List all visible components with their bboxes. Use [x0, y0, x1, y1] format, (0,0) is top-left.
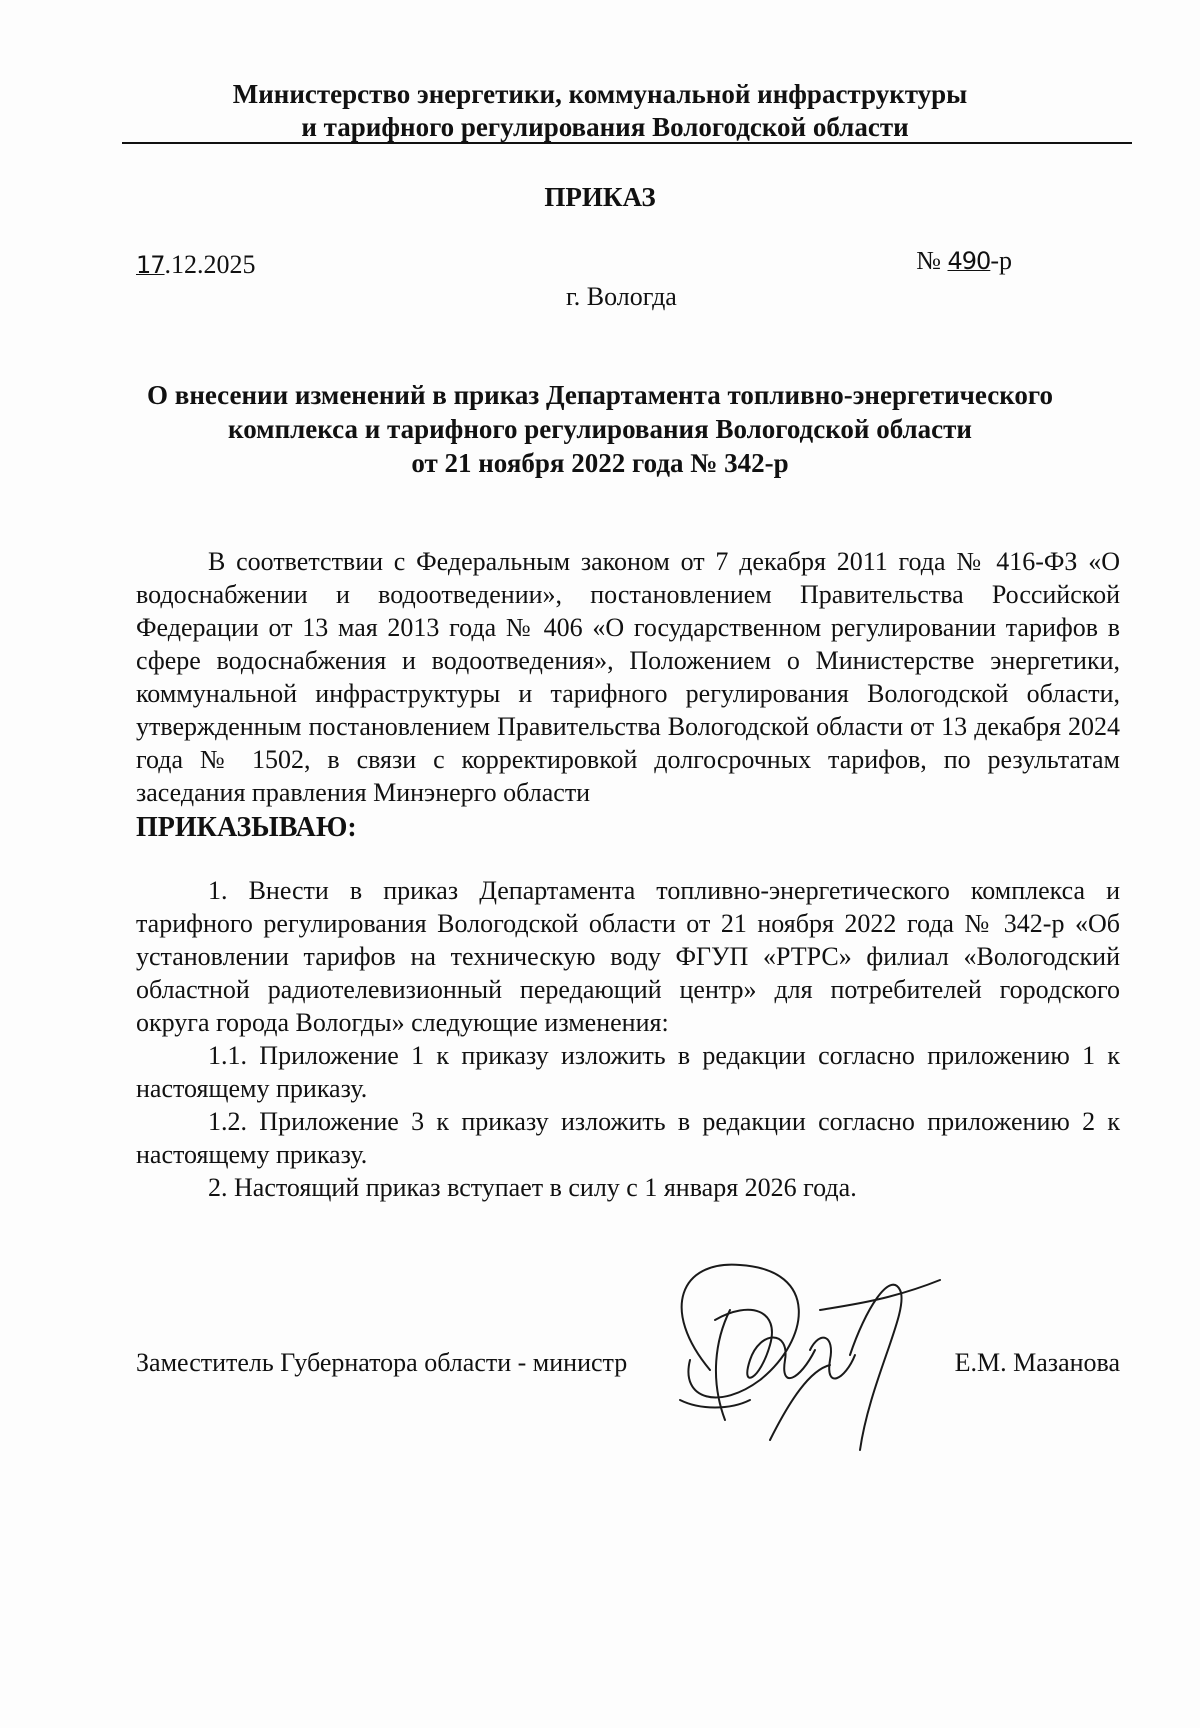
- order-word: ПРИКАЗЫВАЮ:: [136, 812, 357, 843]
- handwritten-day: 17: [136, 251, 165, 279]
- item-1-1: 1.1. Приложение 1 к приказу изложить в редакции согласно приложению 1 к настоящему приказу.: [136, 1041, 1120, 1103]
- handwritten-signature: [620, 1250, 990, 1500]
- date-rest: .12.2025: [164, 250, 256, 279]
- city-name: г. Вологда: [566, 282, 677, 311]
- order-date: [136, 250, 256, 280]
- document-type-title: ПРИКАЗ: [544, 182, 656, 212]
- subject-line1: О внесении изменений в приказ Департамента топливно-энергетического: [146, 380, 1053, 410]
- header-divider: [122, 142, 1132, 144]
- preamble-paragraph: В соответствии с Федеральным законом от 7 декабря 2011 года № 416-ФЗ «О водоснабжении и водоотведении», постановлением Правительства Российской Федерации от 13 мая 2013 года № 406 «О государственном регулировании тарифов в сфере водоснабжения и водоотведения», Положением о Министерстве энергетики, коммунальной инфраструктуры и тарифного регулирования Вологодской области, утвержденным постановлением Правительства Вологодской области от 13 декабря 2024 года № 1502, в связи с корректировкой долгосрочных тарифов, по результатам заседания правления Минэнерго области: [136, 547, 1120, 807]
- ministry-header-line2: и тарифного регулирования Вологодской области: [301, 112, 909, 142]
- number-prefix: №: [916, 246, 948, 275]
- signatory-position: Заместитель Губернатора области - министр: [136, 1348, 628, 1377]
- item-1: 1. Внести в приказ Департамента топливно-энергетического комплекса и тарифного регулирования Вологодской области от 21 ноября 2022 года № 342-р «Об установлении тарифов на техническую воду ФГУП «РТРС» филиал «Вологодский областной радиотелевизионный передающий центр» для потребителей городского округа города Вологды» следующие изменения:: [136, 876, 1120, 1037]
- signatory-name: Е.М. Мазанова: [954, 1348, 1120, 1377]
- number-suffix: -р: [990, 246, 1012, 275]
- order-number: [916, 246, 1012, 276]
- ministry-header-line1: Министерство энергетики, коммунальной инфраструктуры: [232, 79, 968, 109]
- item-1-2: 1.2. Приложение 3 к приказу изложить в редакции согласно приложению 2 к настоящему приказу.: [136, 1107, 1120, 1169]
- ministry-header: [0, 78, 1200, 144]
- subject-line2: комплекса и тарифного регулирования Вологодской области: [228, 414, 972, 444]
- order-subject: [0, 378, 1200, 480]
- item-2: 2. Настоящий приказ вступает в силу с 1 января 2026 года.: [208, 1173, 857, 1202]
- order-body: [136, 545, 1120, 1204]
- handwritten-number: 490: [947, 247, 991, 275]
- subject-line3: от 21 ноября 2022 года № 342-р: [411, 448, 789, 478]
